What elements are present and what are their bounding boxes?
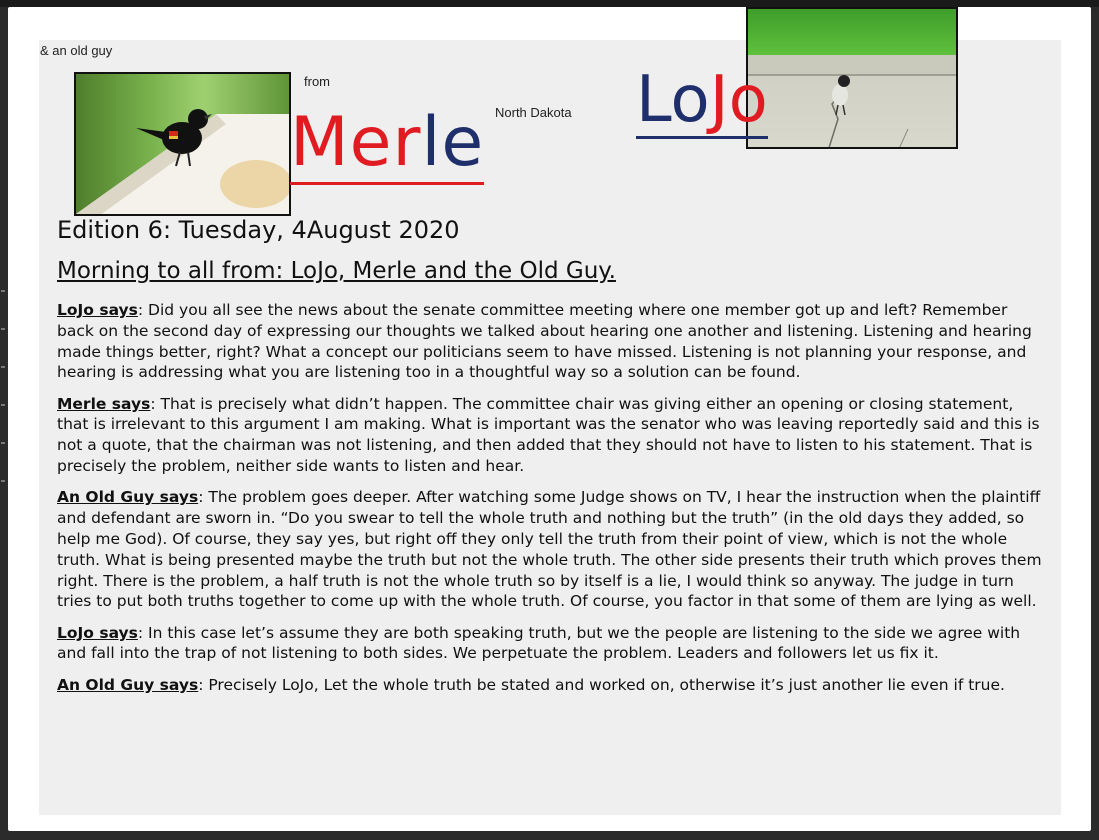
speaker-name: Merle says bbox=[57, 394, 151, 413]
bird-on-curb-photo bbox=[746, 7, 958, 149]
speaker-name: An Old Guy says bbox=[57, 675, 199, 694]
greeting-heading: Morning to all from: LoJo, Merle and the Old Guy. bbox=[57, 258, 616, 284]
paragraph-2 bbox=[57, 394, 1047, 477]
speaker-name: An Old Guy says bbox=[57, 488, 199, 507]
background-edge-marks bbox=[0, 290, 8, 530]
speaker-name: LoJo says bbox=[57, 623, 138, 642]
masthead-merle bbox=[290, 104, 484, 185]
paragraph-text: : Precisely LoJo, Let the whole truth be stated and worked on, otherwise it’s just another lie even if true. bbox=[198, 675, 1005, 694]
masthead-lojo-part1: Lo bbox=[636, 63, 710, 137]
paragraph-text: : In this case let’s assume they are both speaking truth, but we the people are listening to the side we agree with and fall into the trap of not listening to both sides. We perpetuate the problem. Leaders and followers let us fix it. bbox=[57, 623, 1021, 663]
viewer-top-bar bbox=[0, 0, 1099, 7]
paragraph-4 bbox=[57, 623, 1047, 665]
red-winged-blackbird-photo bbox=[74, 72, 291, 216]
location-label: North Dakota bbox=[495, 105, 572, 120]
masthead-lojo bbox=[636, 64, 768, 139]
article-body bbox=[57, 300, 1047, 706]
paragraph-5 bbox=[57, 675, 1047, 696]
paragraph-text: : The problem goes deeper. After watching some Judge shows on TV, I hear the instruction when the plaintiff and defendant are sworn in. “Do you swear to tell the whole truth and nothing but the truth” (in the old days they added, so help me God). Of course, they say yes, but right off they only tell the truth from their point of view, which is not the whole truth. What is being presented maybe the truth but not the whole truth. The other side presents their truth which proves them right. There is the problem, a half truth is not the whole truth so by itself is a lie, I would think so anyway. The judge in turn tries to put both truths together to come up with the whole truth. Of course, you factor in that some of them are lying as well. bbox=[57, 488, 1042, 611]
speaker-name: LoJo says bbox=[57, 301, 138, 319]
masthead-merle-part2: le bbox=[421, 103, 485, 182]
paragraph-text: : Did you all see the news about the senate committee meeting where one member got up and left? Remember back on the second day of expressing our thoughts we talked about hearing one another and listening. Listening and hearing made things better, right? What a concept our politicians seem to have missed. Listening is not planning your response, and hearing is addressing what you are listening too in a thoughtful way so a solution can be found. bbox=[57, 301, 1032, 382]
masthead-merle-part1: Mer bbox=[290, 103, 422, 182]
masthead-lojo-part2: Jo bbox=[709, 63, 768, 137]
paragraph-3 bbox=[57, 487, 1047, 612]
edition-heading: Edition 6: Tuesday, 4August 2020 bbox=[57, 216, 460, 244]
paragraph-1 bbox=[57, 300, 1047, 383]
from-label: from bbox=[304, 74, 330, 89]
paragraph-text: : That is precisely what didn’t happen. The committee chair was giving either an opening or closing statement, that is irrelevant to this argument I am making. What is important was the senator who was leaving reportedly said and this is not a quote, that the chairman was not listening, and then added that they should not have to listen to his statement. That is precisely the problem, neither side wants to listen and hear. bbox=[57, 394, 1040, 476]
tagline: & an old guy bbox=[40, 43, 113, 58]
